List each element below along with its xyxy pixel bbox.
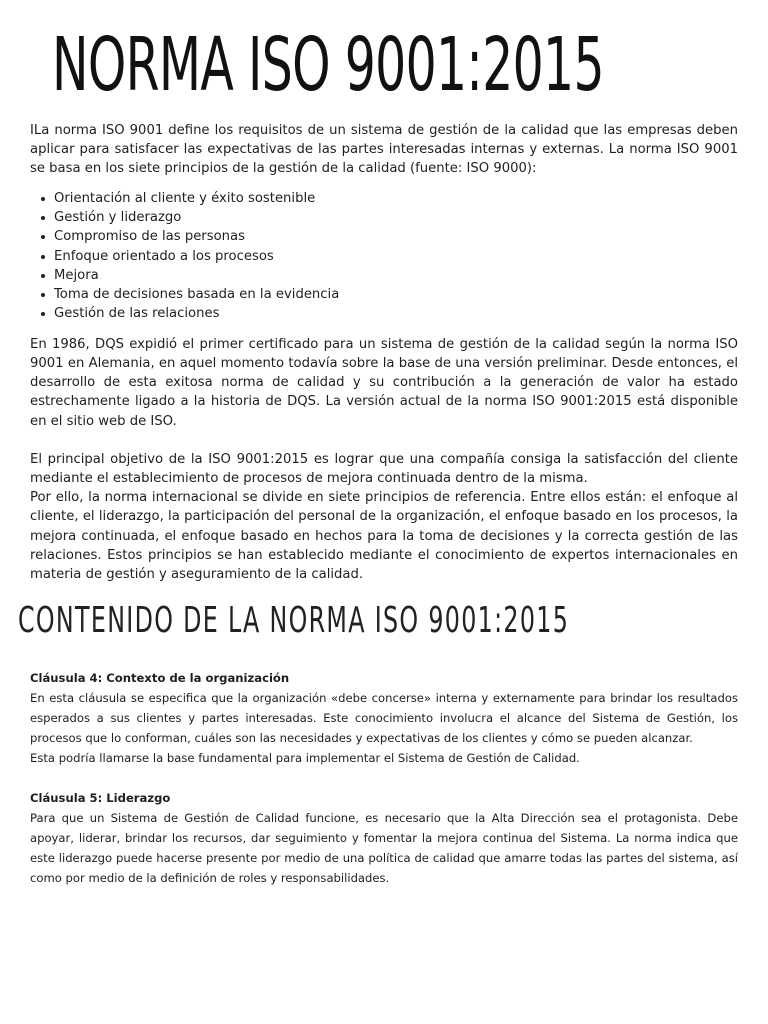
page-title: NORMA ISO 9001:2015 [52,22,604,108]
list-item: Toma de decisiones basada en la evidencia [54,285,738,304]
clauses-section [30,668,738,888]
list-item: Orientación al cliente y éxito sostenible [54,189,738,208]
clause-text: Esta podría llamarse la base fundamental para implementar el Sistema de Gestión de Calidad. [30,751,580,765]
history-paragraph: En 1986, DQS expidió el primer certificado para un sistema de gestión de la calidad según la norma ISO 9001 en Alemania, en aquel momento todavía sobre la base de una versión preliminar. Desde entonces, el desarrollo de esta exitosa norma de calidad y su contribución a la generación de valor ha estado estrechamente ligado a la historia de DQS. La versión actual de la norma ISO 9001:2015 está disponible en el sitio web de ISO. [30,336,738,429]
section-title: CONTENIDO DE LA NORMA ISO 9001:2015 [18,600,570,641]
clause-text: Para que un Sistema de Gestión de Calidad funcione, es necesario que la Alta Dirección sea el protagonista. Debe apoyar, liderar, brindar los recursos, dar seguimiento y fomentar la mejora continua del Sistema. La norma indica que este liderazgo puede hacerse presente por medio de una política de calidad que amarre todas las partes del sistema, así como por medio de la definición de roles y responsabilidades. [30,811,738,885]
principles-list [30,189,738,324]
clause-gap [30,768,738,788]
list-item: Gestión y liderazgo [54,208,738,227]
principles-paragraph: Por ello, la norma internacional se divide en siete principios de referencia. Entre ellos están: el enfoque al cliente, el liderazgo, la participación del personal de la organización, el enfoque basado en los procesos, la mejora continuada, el enfoque basado en hechos para la toma de decisiones y la correcta gestión de las relaciones. Estos principios se han establecido mediante el conocimiento de expertos internacionales en materia de gestión y aseguramiento de la calidad. [30,490,738,582]
list-item: Gestión de las relaciones [54,304,738,323]
list-item: Compromiso de las personas [54,227,738,246]
objective-paragraph: El principal objetivo de la ISO 9001:2015 es lograr que una compañía consiga la satisfacción del cliente mediante el establecimiento de procesos de mejora continuada dentro de la misma. [30,451,738,486]
clause-heading: Cláusula 5: Liderazgo [30,791,171,805]
clause-text: En esta cláusula se especifica que la organización «debe concerse» interna y externamente para brindar los resultados esperados a sus clientes y partes interesadas. Este conocimiento involucra el alcance del Sistema de Gestión, los procesos que lo conforman, cuáles son las necesidades y expectativas de los clientes y cómo se pueden alcanzar. [30,691,738,745]
clause-heading: Cláusula 4: Contexto de la organización [30,671,290,685]
paragraph-gap [30,431,738,450]
list-item: Enfoque orientado a los procesos [54,247,738,266]
list-item: Mejora [54,266,738,285]
intro-section [30,121,738,584]
intro-paragraph: ILa norma ISO 9001 define los requisitos de un sistema de gestión de la calidad que las empresas deben aplicar para satisfacer las expectativas de las partes interesadas internas y externas. La norma ISO 9001 se basa en los siete principios de la gestión de la calidad (fuente: ISO 9000): [30,123,738,177]
